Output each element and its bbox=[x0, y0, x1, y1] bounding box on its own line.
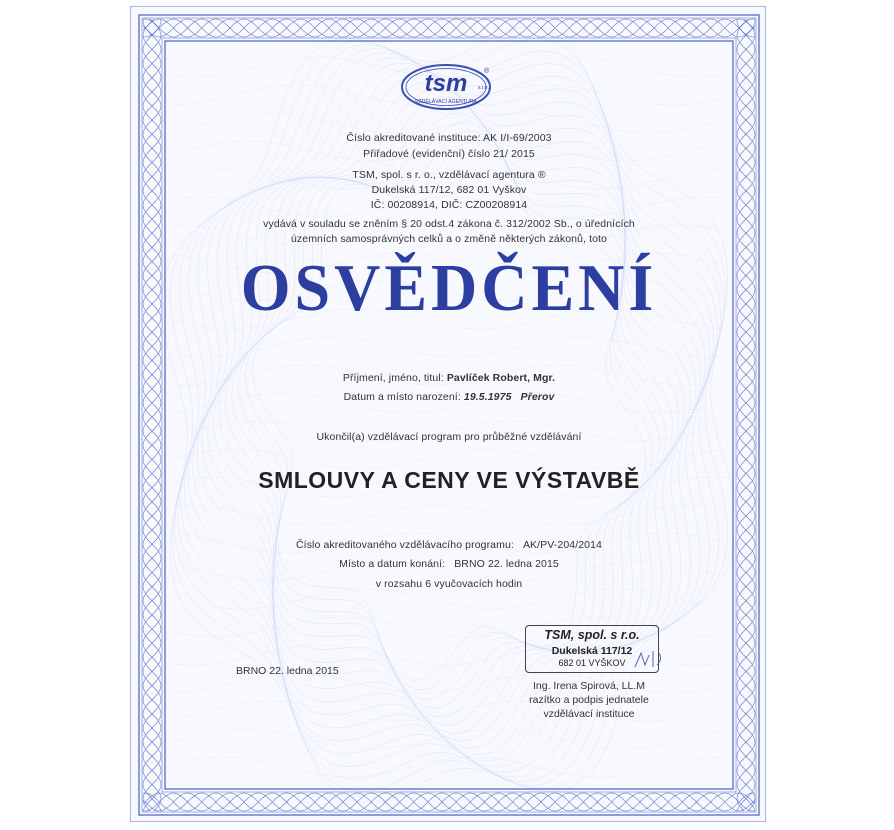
legal-basis-line-2: územních samosprávných celků a o změně některých zákonů, toto bbox=[290, 233, 607, 245]
institution-name: TSM, spol. s r. o., vzdělávací agentura ® bbox=[352, 169, 546, 181]
stamp-street: Dukelská 117/12 bbox=[551, 645, 633, 657]
institution-address: Dukelská 117/12, 682 01 Vyškov bbox=[371, 184, 527, 196]
person-birth-date: 19.5.1975 bbox=[463, 391, 512, 403]
logo-suffix: s.r.o. bbox=[478, 85, 489, 91]
person-birth-label: Datum a místo narození: bbox=[343, 391, 461, 403]
program-title: SMLOUVY A CENY VE VÝSTAVBĚ bbox=[258, 467, 640, 493]
logo-registered-mark: ® bbox=[484, 68, 490, 75]
signature-mark bbox=[631, 647, 671, 671]
program-accreditation-row bbox=[131, 539, 766, 551]
stamp-company: TSM, spol. s r.o. bbox=[544, 628, 640, 642]
registration-number: Přiřadové (evidenční) číslo 21/ 2015 bbox=[363, 148, 535, 160]
person-birth-place: Přerov bbox=[520, 391, 555, 403]
person-birth-row bbox=[131, 391, 766, 403]
program-accreditation-label: Číslo akreditovaného vzdělávacího programu: bbox=[296, 539, 514, 551]
logo-subtext: VZDĚLÁVACÍ AGENTURA bbox=[415, 99, 477, 105]
signatory-role-2: vzdělávací instituce bbox=[543, 708, 635, 720]
certificate-content bbox=[131, 7, 766, 822]
program-place-value: BRNO 22. ledna 2015 bbox=[454, 558, 559, 570]
logo-brand: tsm bbox=[424, 70, 468, 97]
certificate-title: OSVĚDČENÍ bbox=[240, 250, 658, 325]
person-name-row bbox=[131, 372, 766, 384]
accreditation-number: Číslo akreditované instituce: AK I/I-69/2003 bbox=[346, 132, 552, 144]
program-scope: v rozsahu 6 vyučovacích hodin bbox=[375, 578, 523, 590]
program-place-row bbox=[131, 558, 766, 570]
institution-ids: IČ: 00208914, DIČ: CZ00208914 bbox=[370, 199, 528, 211]
issue-date: BRNO 22. ledna 2015 bbox=[236, 665, 339, 677]
person-name-value: Pavlíček Robert, Mgr. bbox=[446, 372, 556, 384]
tsm-logo bbox=[396, 61, 502, 115]
signatory-role-1: razítko a podpis jednatele bbox=[529, 694, 649, 706]
person-name-label: Příjmení, jméno, titul: bbox=[342, 372, 444, 384]
program-place-label: Místo a datum konání: bbox=[339, 558, 446, 570]
program-accreditation-value: AK/PV-204/2014 bbox=[522, 539, 602, 551]
stamp-city: 682 01 VYŠKOV bbox=[558, 658, 626, 668]
completion-text: Ukončil(a) vzdělávací program pro průběžné vzdělávání bbox=[316, 431, 582, 443]
legal-basis-line-1: vydává v souladu se zněním § 20 odst.4 zákona č. 312/2002 Sb., o úřednících bbox=[263, 218, 635, 230]
certificate bbox=[130, 6, 766, 822]
signature-block bbox=[501, 679, 677, 721]
signatory-name: Ing. Irena Spirová, LL.M bbox=[532, 680, 646, 692]
